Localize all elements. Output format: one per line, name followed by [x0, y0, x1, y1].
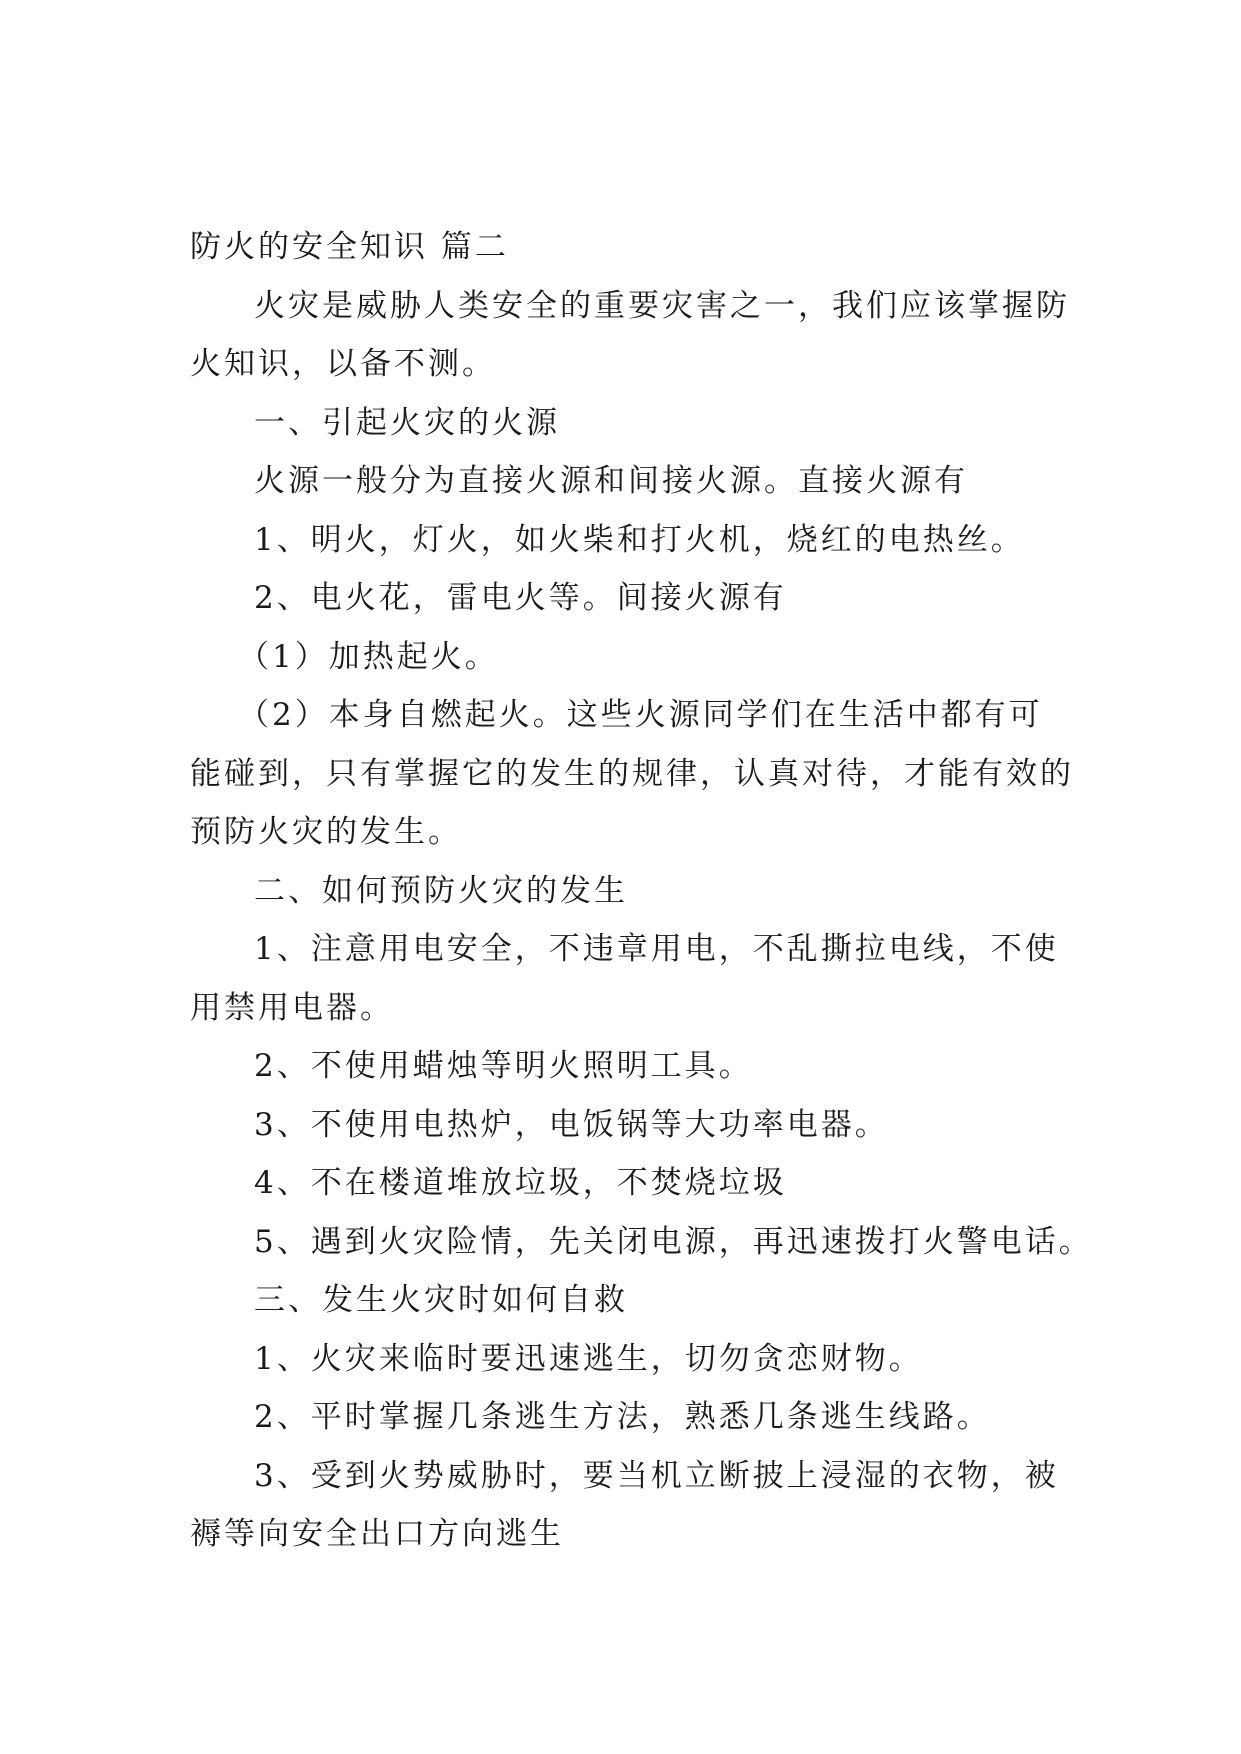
- paragraph-line: 火灾是威胁人类安全的重要灾害之一，我们应该掌握防: [254, 287, 1070, 324]
- list-item: 2、平时掌握几条逃生方法，熟悉几条逃生线路。: [254, 1399, 991, 1435]
- paragraph-line: 预防火灾的发生。: [190, 814, 462, 850]
- list-item: 5、遇到火灾险情，先关闭电源，再迅速拨打火警电话。: [254, 1223, 1093, 1260]
- section-heading: 一、引起火灾的火源: [254, 404, 560, 441]
- list-item: 3、不使用电热炉，电饭锅等大功率电器。: [254, 1106, 889, 1143]
- paragraph-line: 褥等向安全出口方向逃生: [190, 1516, 564, 1552]
- section-heading: 二、如何预防火灾的发生: [254, 872, 628, 909]
- list-item: 1、明火，灯火，如火柴和打火机，烧红的电热丝。: [254, 521, 1025, 558]
- document-title: 防火的安全知识 篇二: [190, 229, 509, 265]
- paragraph-line: 火知识，以备不测。: [190, 346, 496, 382]
- list-item: 3、受到火势威胁时，要当机立断披上浸湿的衣物，被: [254, 1457, 1059, 1494]
- list-item: 2、不使用蜡烛等明火照明工具。: [254, 1048, 753, 1084]
- section-heading: 三、发生火灾时如何自救: [254, 1282, 628, 1318]
- paragraph-line: 能碰到，只有掌握它的发生的规律，认真对待，才能有效的: [190, 755, 1074, 792]
- document-body: [190, 218, 1093, 1564]
- paragraph-line: 火源一般分为直接火源和间接火源。直接火源有: [254, 463, 968, 499]
- paragraph-line: 用禁用电器。: [190, 989, 394, 1026]
- list-item: 1、注意用电安全，不违章用电，不乱撕拉电线，不使: [254, 931, 1059, 967]
- list-item: 2、电火花，雷电火等。间接火源有: [254, 580, 787, 616]
- list-item: 1、火灾来临时要迅速逃生，切勿贪恋财物。: [254, 1340, 923, 1377]
- list-item: （2）本身自燃起火。这些火源同学们在生活中都有可: [238, 697, 1043, 733]
- list-item: （1）加热起火。: [238, 638, 499, 675]
- list-item: 4、不在楼道堆放垃圾，不焚烧垃圾: [254, 1165, 787, 1201]
